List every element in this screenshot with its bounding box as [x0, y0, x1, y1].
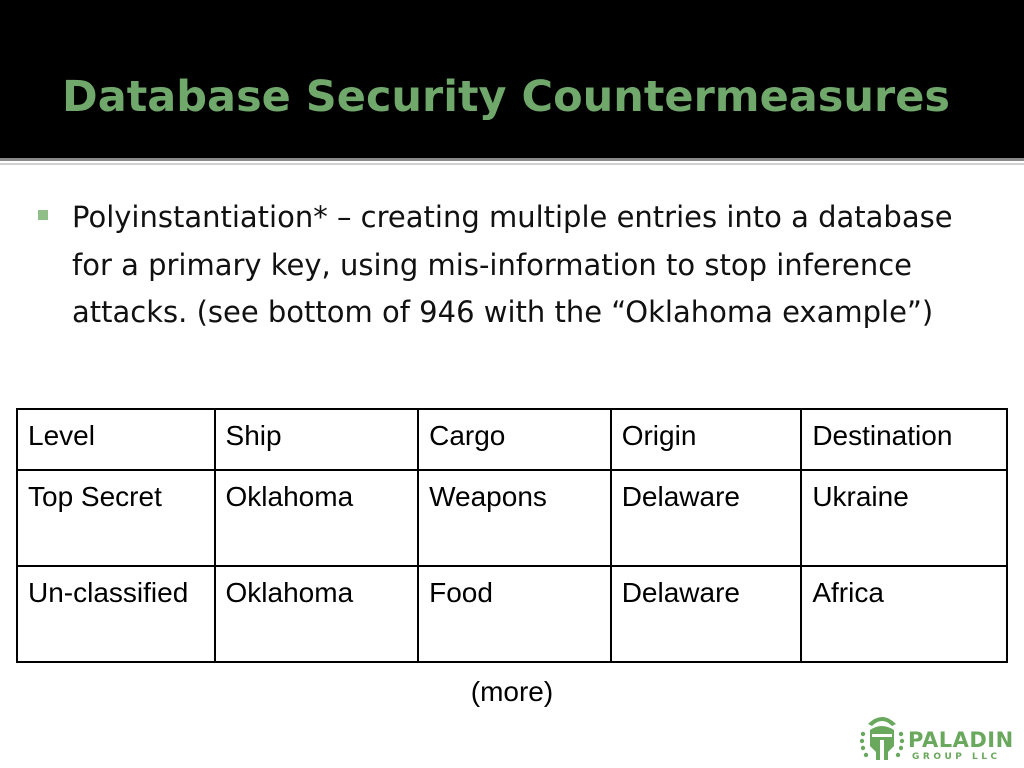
- header-cell: Level: [17, 409, 215, 470]
- table-row: [17, 470, 1007, 566]
- header-cell: Origin: [611, 409, 802, 470]
- logo-name: PALADIN: [908, 728, 1014, 752]
- slide-title: Database Security Countermeasures: [62, 72, 950, 122]
- table-row: [17, 566, 1007, 662]
- table-cell: Oklahoma: [215, 566, 419, 662]
- table-cell: Food: [418, 566, 611, 662]
- spartan-helmet-icon: [858, 712, 906, 764]
- header-cell: Destination: [801, 409, 1007, 470]
- header-cell: Ship: [215, 409, 419, 470]
- table-cell: Un-classified: [17, 566, 215, 662]
- square-bullet-icon: [38, 210, 48, 220]
- title-divider: [0, 158, 1024, 161]
- bullet-text: Polyinstantiation* – creating multiple entries into a database for a primary key, using mis-information to stop inference attacks. (see bottom of 946 with the “Oklahoma example”): [72, 200, 953, 329]
- paladin-logo: [858, 712, 1018, 764]
- table-cell: Top Secret: [17, 470, 215, 566]
- table-cell: Delaware: [611, 566, 802, 662]
- table-cell: Ukraine: [801, 470, 1007, 566]
- polyinstantiation-table: [16, 408, 1008, 663]
- title-divider-light: [0, 163, 1024, 165]
- table-cell: Delaware: [611, 470, 802, 566]
- more-label: (more): [470, 676, 554, 707]
- table-cell: Africa: [801, 566, 1007, 662]
- header-cell: Cargo: [418, 409, 611, 470]
- table-cell: Weapons: [418, 470, 611, 566]
- logo-subtitle: GROUP LLC: [912, 752, 1001, 762]
- table-header-row: [17, 409, 1007, 470]
- table-cell: Oklahoma: [215, 470, 419, 566]
